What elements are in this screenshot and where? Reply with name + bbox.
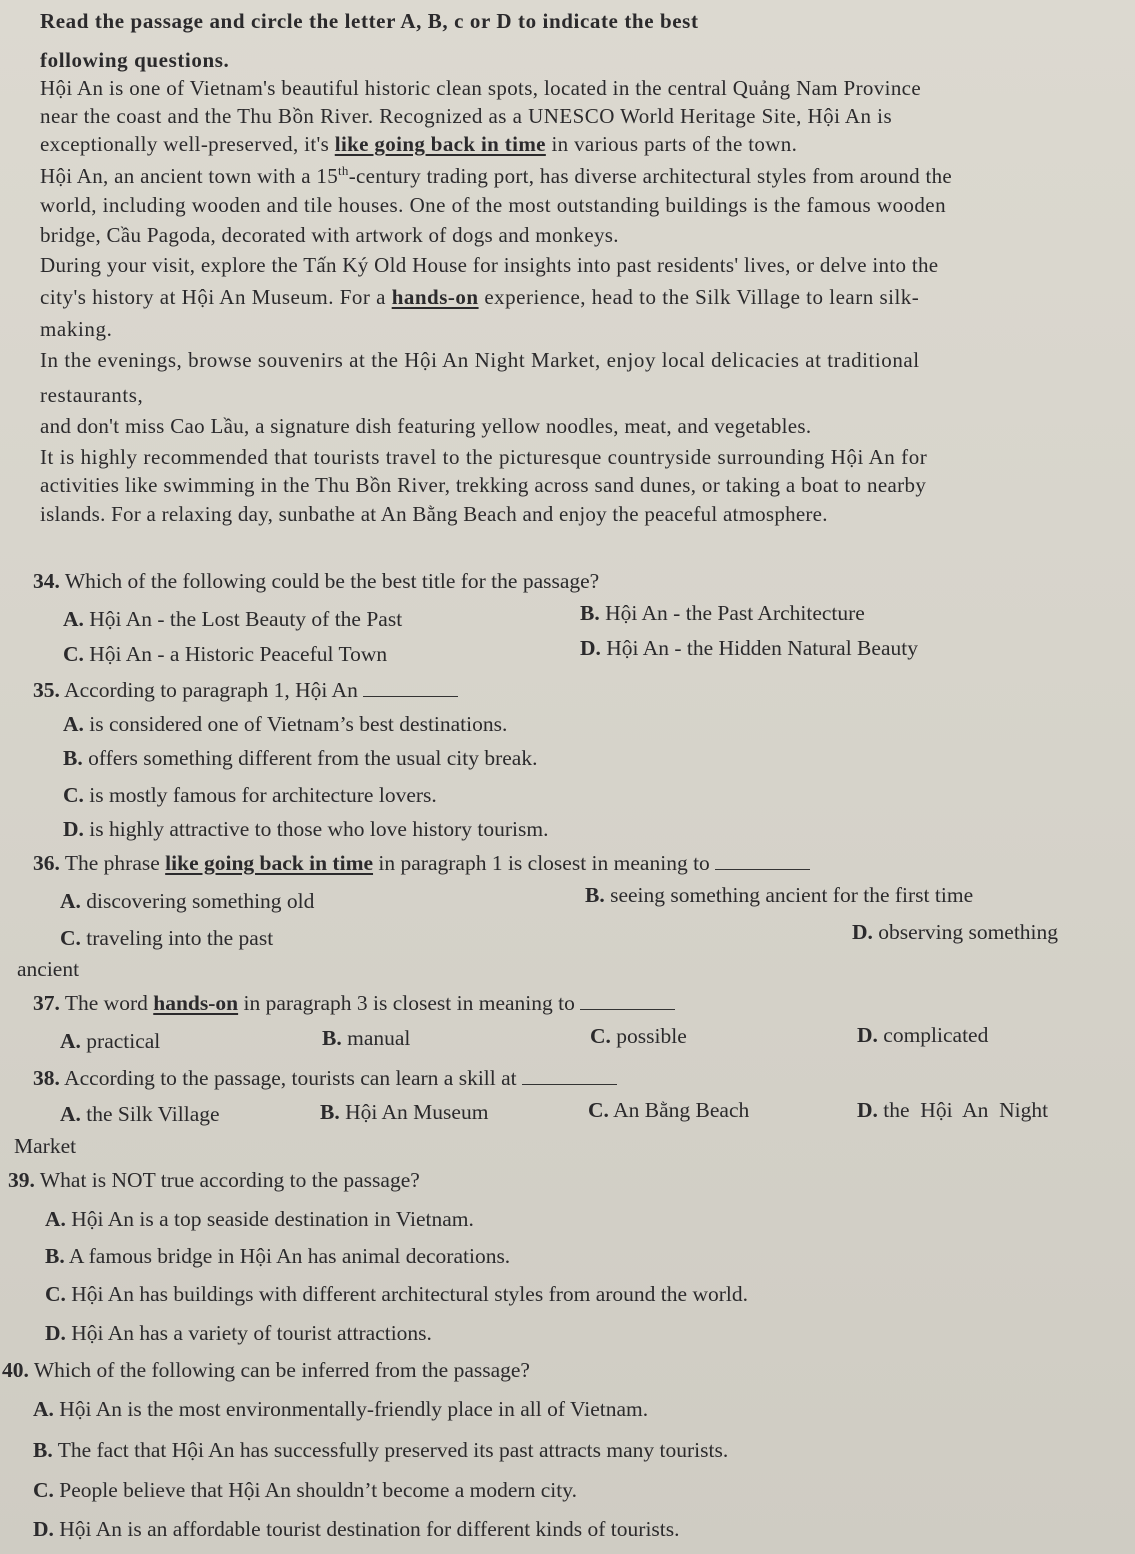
option-a[interactable] (60, 1028, 160, 1054)
option-text: seeing something ancient for the first time (610, 883, 974, 907)
option-text: complicated (883, 1023, 989, 1047)
option-letter: A. (45, 1207, 66, 1231)
question-stem (33, 677, 458, 703)
option-c[interactable] (590, 1023, 687, 1049)
passage-p1-line-1: Hội An is one of Vietnam's beautiful historic clean spots, located in the central Quảng Nam Province (40, 76, 922, 100)
option-letter: D. (45, 1321, 66, 1345)
option-c[interactable] (63, 782, 437, 808)
option-text: People believe that Hội An shouldn’t become a modern city. (59, 1478, 577, 1502)
superscript: th (338, 163, 349, 178)
option-text: Hội An is a top seaside destination in Vietnam. (71, 1207, 474, 1231)
option-letter: B. (33, 1438, 53, 1462)
option-text: traveling into the past (86, 926, 274, 950)
passage-p4-line-2: restaurants, (40, 383, 144, 407)
option-d[interactable] (45, 1320, 432, 1346)
question-text: What is NOT true according to the passage? (39, 1168, 420, 1192)
option-text: A famous bridge in Hội An has animal decorations. (68, 1244, 511, 1268)
question-number: 37. (33, 991, 60, 1015)
text-run: Hội An, an ancient town with a 15 (40, 164, 339, 188)
option-letter: A. (63, 607, 84, 631)
option-a[interactable] (33, 1396, 648, 1422)
option-a[interactable] (45, 1206, 474, 1232)
option-text: practical (86, 1029, 161, 1053)
option-letter: C. (33, 1478, 54, 1502)
question-stem (33, 850, 810, 876)
passage-p3-line-1: During your visit, explore the Tấn Ký Old House for insights into past residents' lives, or delve into the (40, 253, 939, 277)
option-c[interactable] (588, 1097, 749, 1123)
option-text: the Silk Village (86, 1102, 220, 1126)
option-text: is considered one of Vietnam’s best destinations. (89, 712, 508, 736)
passage-p3-line-3: making. (40, 317, 113, 341)
option-text: The fact that Hội An has successfully preserved its past attracts many tourists. (57, 1438, 729, 1462)
option-d[interactable] (852, 919, 1058, 945)
option-letter: A. (60, 889, 81, 913)
option-letter: C. (63, 783, 84, 807)
option-text: Hội An Museum (345, 1100, 489, 1124)
option-text: Hội An - the Lost Beauty of the Past (89, 607, 403, 631)
option-letter: B. (580, 601, 600, 625)
question-text: The phrase (64, 851, 166, 875)
question-number: 35. (33, 678, 60, 702)
option-letter: C. (45, 1282, 66, 1306)
option-text: An Bằng Beach (613, 1098, 750, 1122)
option-text: Hội An is an affordable tourist destination for different kinds of tourists. (59, 1517, 680, 1541)
option-text: is mostly famous for architecture lovers. (89, 783, 437, 807)
option-a[interactable] (63, 711, 507, 737)
passage-p5-line-3: islands. For a relaxing day, sunbathe at An Bằng Beach and enjoy the peaceful atmosphere. (40, 502, 828, 526)
answer-blank (522, 1066, 617, 1085)
option-letter: D. (857, 1098, 878, 1122)
option-letter: D. (33, 1517, 54, 1541)
question-text: According to paragraph 1, Hội An (64, 678, 358, 702)
option-letter: A. (33, 1397, 54, 1421)
instruction-line-1: Read the passage and circle the letter A, B, c or D to indicate the best (40, 9, 699, 33)
option-c[interactable] (60, 925, 273, 951)
passage-p5-line-1: It is highly recommended that tourists travel to the picturesque countryside surrounding Hội An for (40, 445, 928, 469)
passage-p3-line-2 (40, 284, 919, 310)
option-text: Hội An - the Hidden Natural Beauty (606, 636, 918, 660)
passage-p2-line-3: bridge, Cầu Pagoda, decorated with artwork of dogs and monkeys. (40, 223, 619, 247)
passage-p2-line-2: world, including wooden and tile houses. One of the most outstanding buildings is the famous wooden (40, 193, 947, 217)
option-text: Hội An - the Past Architecture (605, 601, 865, 625)
option-a[interactable] (60, 888, 314, 914)
option-b[interactable] (585, 882, 973, 908)
underlined-word: hands-on (153, 991, 239, 1015)
option-letter: D. (857, 1023, 878, 1047)
option-letter: C. (60, 926, 81, 950)
instruction-line-2: following questions. (40, 48, 230, 72)
option-text: the Hội An Night (883, 1098, 1049, 1122)
passage-p1-line-3 (40, 131, 797, 157)
option-b[interactable] (320, 1099, 488, 1125)
option-d[interactable] (63, 816, 549, 842)
option-text: Hội An - a Historic Peaceful Town (89, 642, 388, 666)
question-text: in paragraph 1 is closest in meaning to (373, 851, 710, 875)
option-d[interactable] (580, 635, 918, 661)
option-letter: A. (60, 1029, 81, 1053)
option-letter: D. (580, 636, 601, 660)
option-letter: B. (320, 1100, 340, 1124)
answer-blank (580, 991, 675, 1010)
option-text: manual (347, 1026, 411, 1050)
passage-p5-line-2: activities like swimming in the Thu Bồn River, trekking across sand dunes, or taking a boat to nearby (40, 473, 927, 497)
question-stem (33, 1065, 617, 1091)
option-letter: D. (63, 817, 84, 841)
text-run: city's history at Hội An Museum. For a (40, 285, 392, 309)
option-text: offers something different from the usual city break. (88, 746, 538, 770)
option-a[interactable] (60, 1101, 220, 1127)
text-run: exceptionally well-preserved, it's (40, 132, 335, 156)
option-c[interactable] (45, 1281, 748, 1307)
option-text: Hội An has a variety of tourist attractions. (71, 1321, 432, 1345)
option-text: discovering something old (86, 889, 315, 913)
question-number: 36. (33, 851, 60, 875)
text-run: experience, head to the Silk Village to learn silk- (478, 285, 920, 309)
option-c[interactable] (33, 1477, 577, 1503)
question-stem (33, 568, 599, 594)
option-letter: A. (63, 712, 84, 736)
question-text: in paragraph 3 is closest in meaning to (238, 991, 575, 1015)
passage-p4-line-1: In the evenings, browse souvenirs at the Hội An Night Market, enjoy local delicacies at traditional (40, 348, 920, 372)
option-letter: A. (60, 1102, 81, 1126)
option-text: possible (616, 1024, 687, 1048)
question-stem (2, 1357, 530, 1383)
option-text: is highly attractive to those who love history tourism. (89, 817, 549, 841)
text-run: -century trading port, has diverse architectural styles from around the (348, 164, 952, 188)
question-text: The word (64, 991, 154, 1015)
underlined-word-hands-on: hands-on (391, 285, 479, 309)
option-text: observing something (878, 920, 1059, 944)
option-text: Hội An has buildings with different architectural styles from around the world. (71, 1282, 748, 1306)
option-letter: C. (590, 1024, 611, 1048)
option-d[interactable] (33, 1516, 680, 1542)
question-text: According to the passage, tourists can learn a skill at (64, 1066, 517, 1090)
question-number: 38. (33, 1066, 60, 1090)
option-d-continuation: ancient (17, 957, 80, 981)
passage-p2-line-1 (40, 163, 952, 189)
option-b[interactable] (45, 1243, 510, 1269)
option-b[interactable] (63, 745, 537, 771)
question-text: Which of the following could be the best title for the passage? (64, 569, 600, 593)
answer-blank (363, 678, 458, 697)
question-stem (33, 990, 675, 1016)
passage-p1-line-2: near the coast and the Thu Bồn River. Recognized as a UNESCO World Heritage Site, Hội An is (40, 104, 893, 128)
text-run: in various parts of the town. (545, 132, 798, 156)
option-b[interactable] (322, 1025, 410, 1051)
question-stem (8, 1167, 420, 1193)
option-d[interactable] (857, 1022, 988, 1048)
underlined-phrase-going-back: like going back in time (334, 132, 546, 156)
option-letter: B. (63, 746, 83, 770)
question-number: 34. (33, 569, 60, 593)
question-number: 39. (8, 1168, 35, 1192)
option-letter: B. (322, 1026, 342, 1050)
option-letter: C. (588, 1098, 609, 1122)
option-d-continuation: Market (14, 1134, 77, 1158)
question-text: Which of the following can be inferred from the passage? (33, 1358, 530, 1382)
passage-p4-line-3: and don't miss Cao Lầu, a signature dish featuring yellow noodles, meat, and vegetables. (40, 414, 812, 438)
question-number: 40. (2, 1358, 29, 1382)
option-c[interactable] (63, 641, 387, 667)
option-b[interactable] (580, 600, 865, 626)
option-b[interactable] (33, 1437, 728, 1463)
option-letter: B. (45, 1244, 65, 1268)
option-letter: C. (63, 642, 84, 666)
option-a[interactable] (63, 606, 402, 632)
option-d[interactable] (857, 1097, 1048, 1123)
option-letter: D. (852, 920, 873, 944)
option-text: Hội An is the most environmentally-friendly place in all of Vietnam. (59, 1397, 649, 1421)
option-letter: B. (585, 883, 605, 907)
answer-blank (715, 851, 810, 870)
underlined-phrase: like going back in time (165, 851, 374, 875)
